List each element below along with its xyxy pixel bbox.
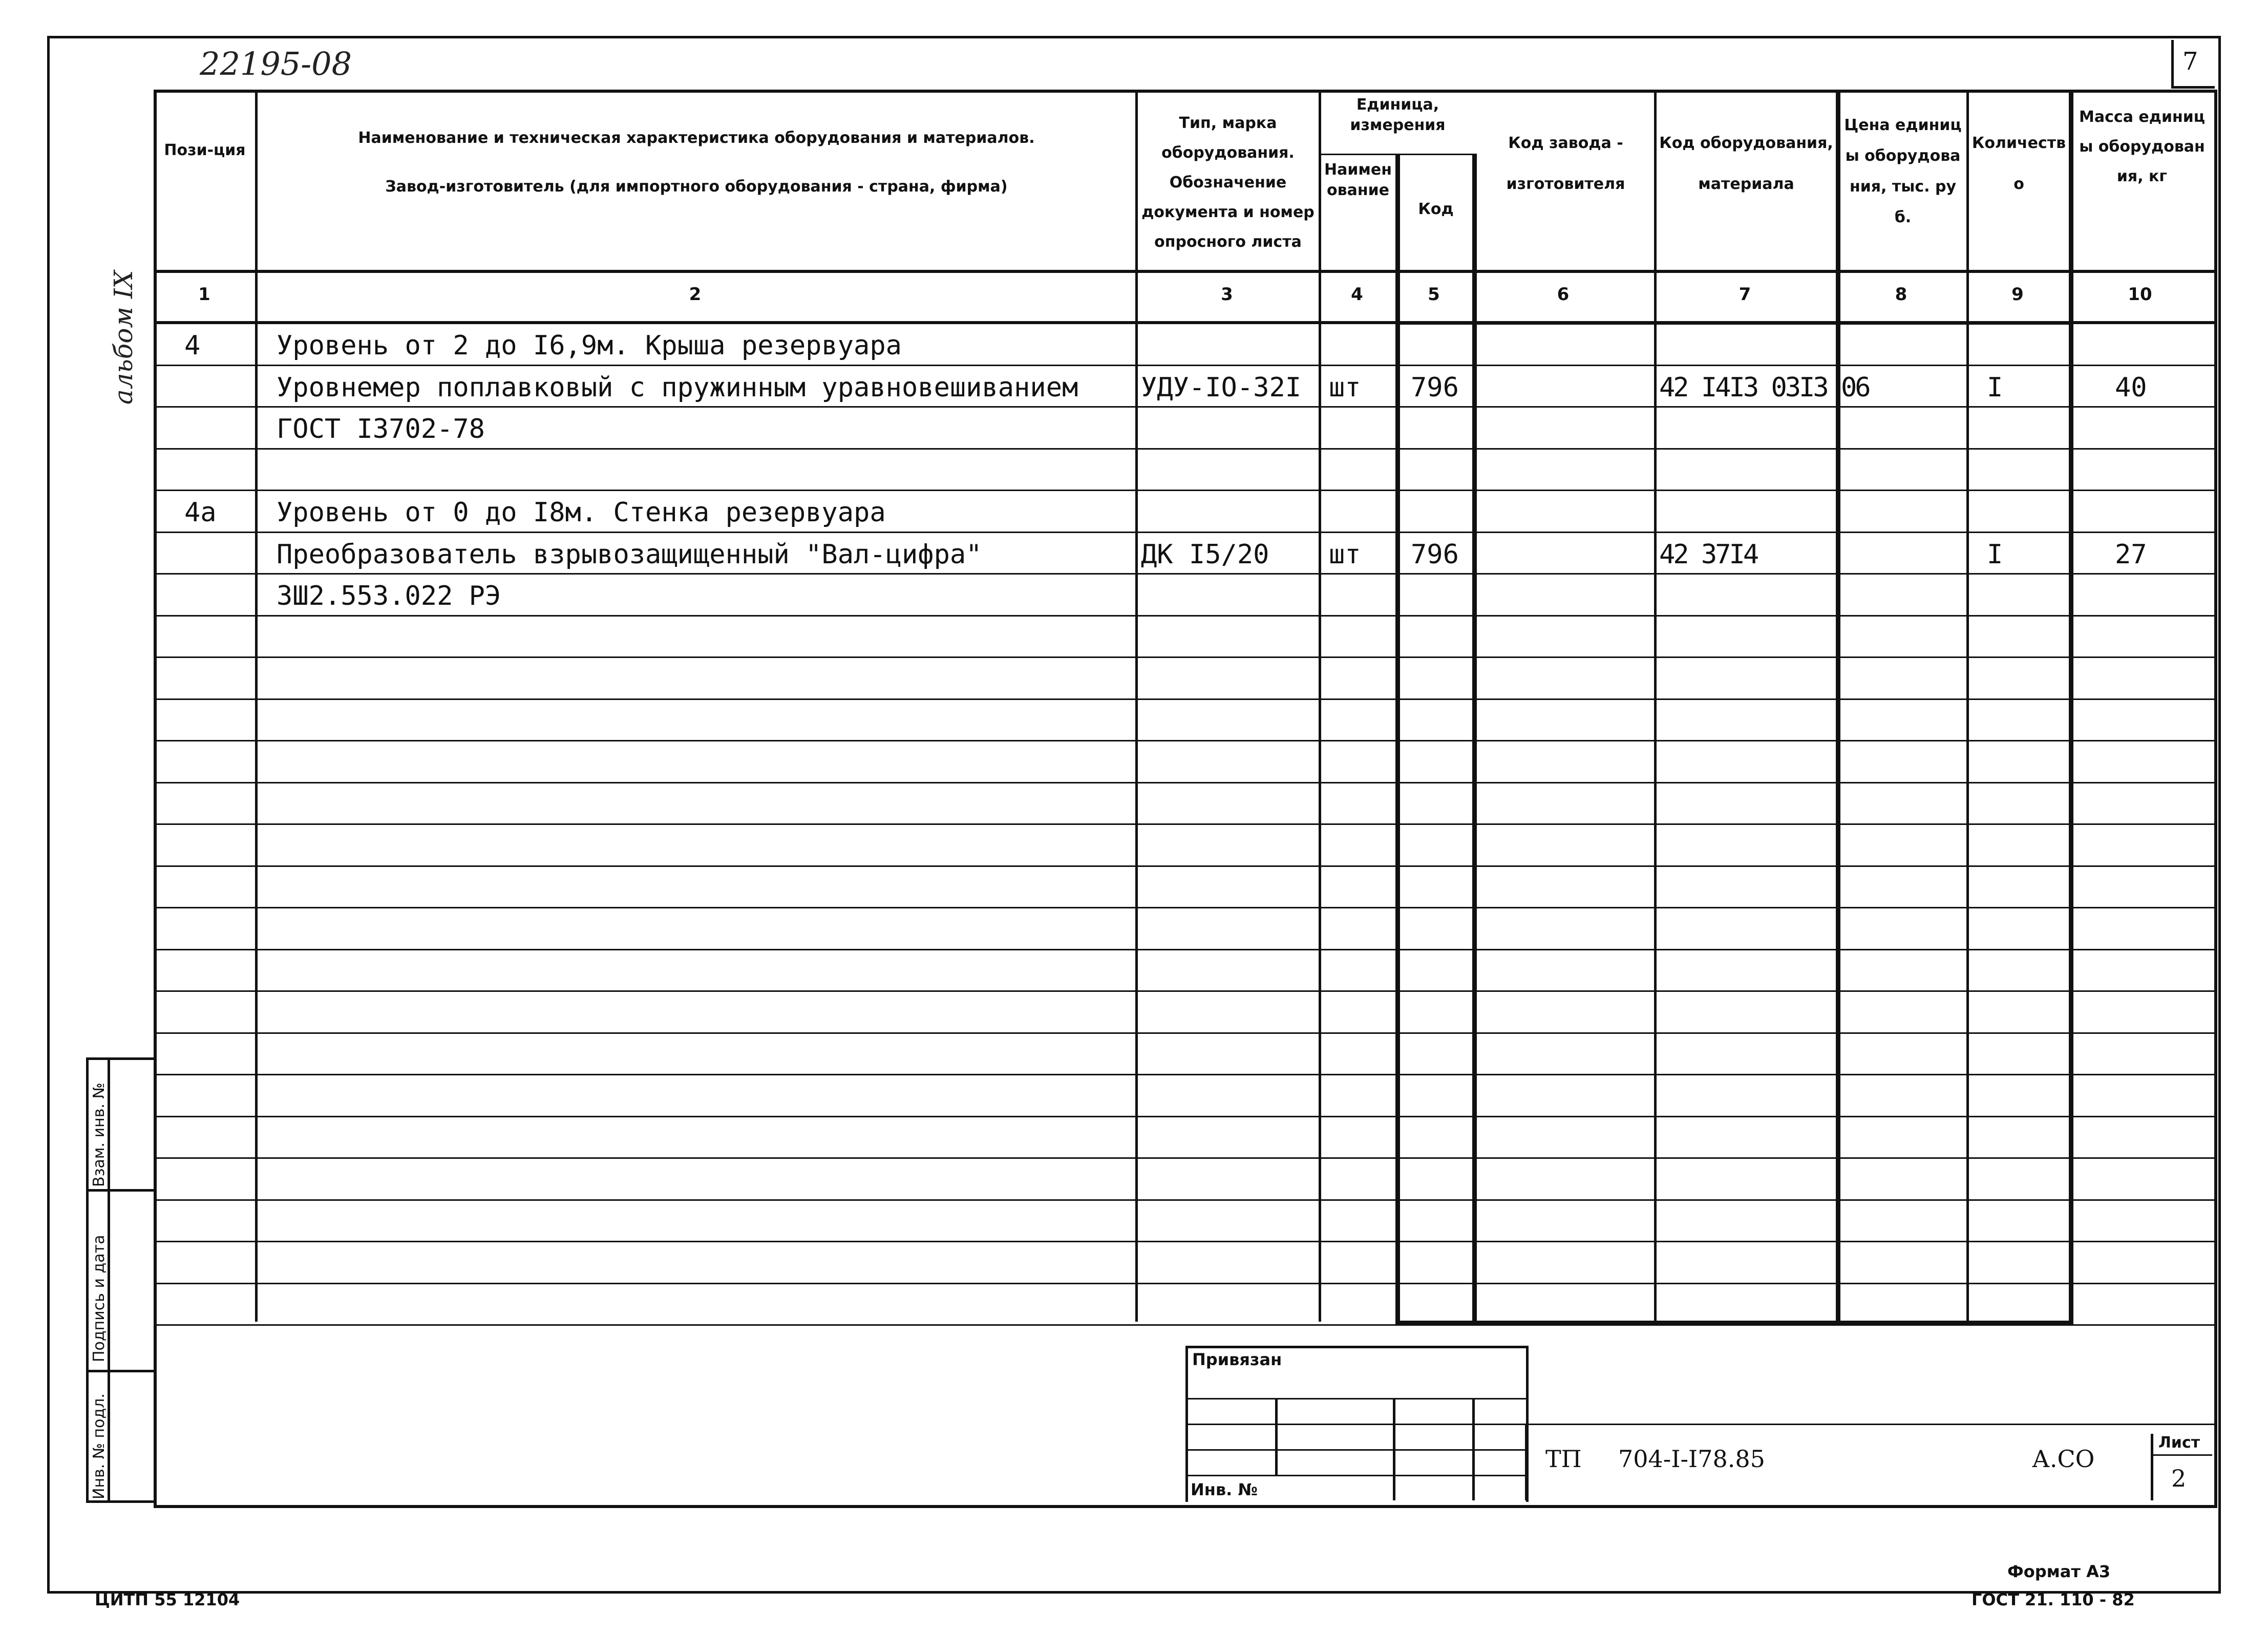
cell-position: 4	[184, 330, 201, 361]
cell-equipment-code: 42 I4I3 03I3 06	[1659, 372, 1869, 403]
cell-unit-code: 796	[1411, 372, 1459, 403]
corner-sheet-number: 7	[2182, 47, 2198, 76]
row-line	[154, 698, 2214, 700]
column-number: 6	[1557, 284, 1570, 305]
col-line	[1966, 90, 1969, 1322]
side-vzam-label: Взам. инв. №	[90, 1083, 108, 1187]
column-number: 8	[1895, 284, 1907, 305]
header-position: Пози-ция	[164, 141, 246, 159]
column-number: 7	[1739, 284, 1751, 305]
stamp-vline	[1393, 1398, 1395, 1500]
stamp-line	[1185, 1449, 1526, 1451]
header-unit-code: Код	[1418, 200, 1454, 218]
column-number: 9	[2011, 284, 2024, 305]
column-number: 10	[2128, 284, 2152, 305]
row-line	[154, 573, 2214, 575]
row-line	[154, 1074, 2214, 1075]
cell-unit-code: 796	[1411, 539, 1459, 570]
header-unit: Единица, измерения	[1350, 96, 1446, 134]
cell-quantity: I	[1987, 372, 2003, 403]
header-type: Тип, марка оборудования. Обозначение документа и номер опросного листа	[1141, 114, 1315, 251]
row-line	[154, 1324, 2214, 1326]
col-line	[1319, 90, 1321, 1322]
cell-type: УДУ-IO-32I	[1141, 372, 1302, 403]
row-line	[154, 448, 2214, 450]
cell-unit: шт	[1329, 372, 1361, 403]
row-line	[154, 532, 2214, 533]
row-line	[154, 490, 2214, 491]
stamp-vline	[1275, 1398, 1278, 1475]
column-number: 4	[1351, 284, 1363, 305]
row-line	[154, 1199, 2214, 1201]
col-line	[1135, 90, 1138, 1322]
footer-gost: ГОСТ 21. 110 - 82	[1972, 1590, 2135, 1609]
row-line	[154, 782, 2214, 783]
row-line	[154, 1283, 2214, 1284]
column-number: 5	[1428, 284, 1440, 305]
title-block-left	[1525, 1424, 1528, 1500]
tp-label: ТП	[1545, 1445, 1582, 1473]
row-line	[154, 1116, 2214, 1117]
title-block-top	[1526, 1424, 2214, 1425]
row-line	[154, 949, 2214, 950]
header-mass: Масса единицы оборудования, кг	[2079, 108, 2205, 185]
header-plant-code: Код завода - изготовителя	[1506, 134, 1625, 193]
column-number: 3	[1221, 284, 1233, 305]
sheet-number: 2	[2171, 1465, 2187, 1492]
row-line	[154, 740, 2214, 741]
side-sign-label: Подпись и дата	[90, 1235, 108, 1362]
cell-name: ГОСТ I3702-78	[277, 414, 485, 444]
row-line	[154, 615, 2214, 617]
footer-code: ЦИТП 55 12104	[95, 1590, 240, 1609]
cell-unit: шт	[1329, 539, 1361, 570]
side-stamp-split	[86, 1370, 154, 1372]
cell-position: 4а	[184, 497, 217, 528]
cell-quantity: I	[1987, 539, 2003, 570]
col-line	[1395, 154, 1400, 1323]
cell-mass: 27	[2115, 539, 2147, 570]
unit-header-split	[1319, 154, 1475, 155]
cell-name: ЗШ2.553.022 РЭ	[277, 581, 501, 611]
stamp-vline	[1472, 1398, 1475, 1500]
col-line	[1654, 90, 1657, 1322]
row-line	[154, 406, 2214, 408]
bold-block-top	[1395, 321, 2073, 325]
header-name-line2: Завод-изготовитель (для импортного оборудования - страна, фирма)	[385, 178, 1008, 196]
cell-name: Преобразователь взрывозащищенный "Вал-цифра"	[277, 539, 982, 570]
cell-equipment-code: 42 37I4	[1659, 539, 1757, 570]
header-bottom-line	[154, 270, 2214, 273]
side-stamp-split	[86, 1189, 154, 1192]
row-line	[154, 990, 2214, 992]
col-line	[2069, 90, 2073, 1323]
cell-name: Уровнемер поплавковый с пружинным уравновешиванием	[277, 372, 1078, 403]
header-price: Цена единицы оборудования, тыс. руб.	[1844, 116, 1962, 226]
col-line	[255, 90, 258, 1322]
cell-type: ДК I5/20	[1141, 539, 1269, 570]
row-line	[154, 865, 2214, 867]
stamp-line	[1185, 1424, 1526, 1425]
footer-format: Формат А3	[2007, 1562, 2111, 1581]
row-line	[154, 823, 2214, 825]
handwritten-album-note: альбом IX	[109, 270, 138, 405]
handwritten-archive-number: 22195-08	[200, 45, 352, 82]
binding-label: Привязан	[1192, 1350, 1282, 1369]
cell-mass: 40	[2115, 372, 2147, 403]
header-quantity: Количество	[1972, 134, 2066, 193]
header-equipment-code: Код оборудования, материала	[1659, 134, 1833, 193]
sheet-box-split	[2151, 1454, 2212, 1456]
sheet-label: Лист	[2158, 1434, 2200, 1452]
cell-name: Уровень от 0 до I8м. Стенка резервуара	[277, 497, 886, 528]
row-line	[154, 365, 2214, 366]
stamp-line	[1185, 1398, 1526, 1399]
stamp-line	[1185, 1475, 1526, 1476]
row-line	[154, 907, 2214, 908]
col-line	[1472, 154, 1477, 1323]
header-unit-name: Наименование	[1324, 161, 1392, 199]
album-code: А.СО	[2032, 1445, 2095, 1473]
side-inv-label: Инв. № подл.	[90, 1393, 108, 1499]
stamp-inv-label: Инв. №	[1191, 1480, 1258, 1499]
row-line	[154, 1157, 2214, 1159]
row-line	[154, 656, 2214, 658]
document-code: 704-I-I78.85	[1618, 1445, 1765, 1473]
cell-name: Уровень от 2 до I6,9м. Крыша резервуара	[277, 330, 902, 361]
header-name-line1: Наименование и техническая характеристика оборудования и материалов.	[358, 129, 1035, 147]
row-line	[154, 1241, 2214, 1242]
column-number: 2	[689, 284, 702, 305]
col-line	[1836, 90, 1840, 1323]
sheet-box-left	[2151, 1434, 2153, 1500]
row-line	[154, 1032, 2214, 1034]
column-number: 1	[198, 284, 210, 305]
